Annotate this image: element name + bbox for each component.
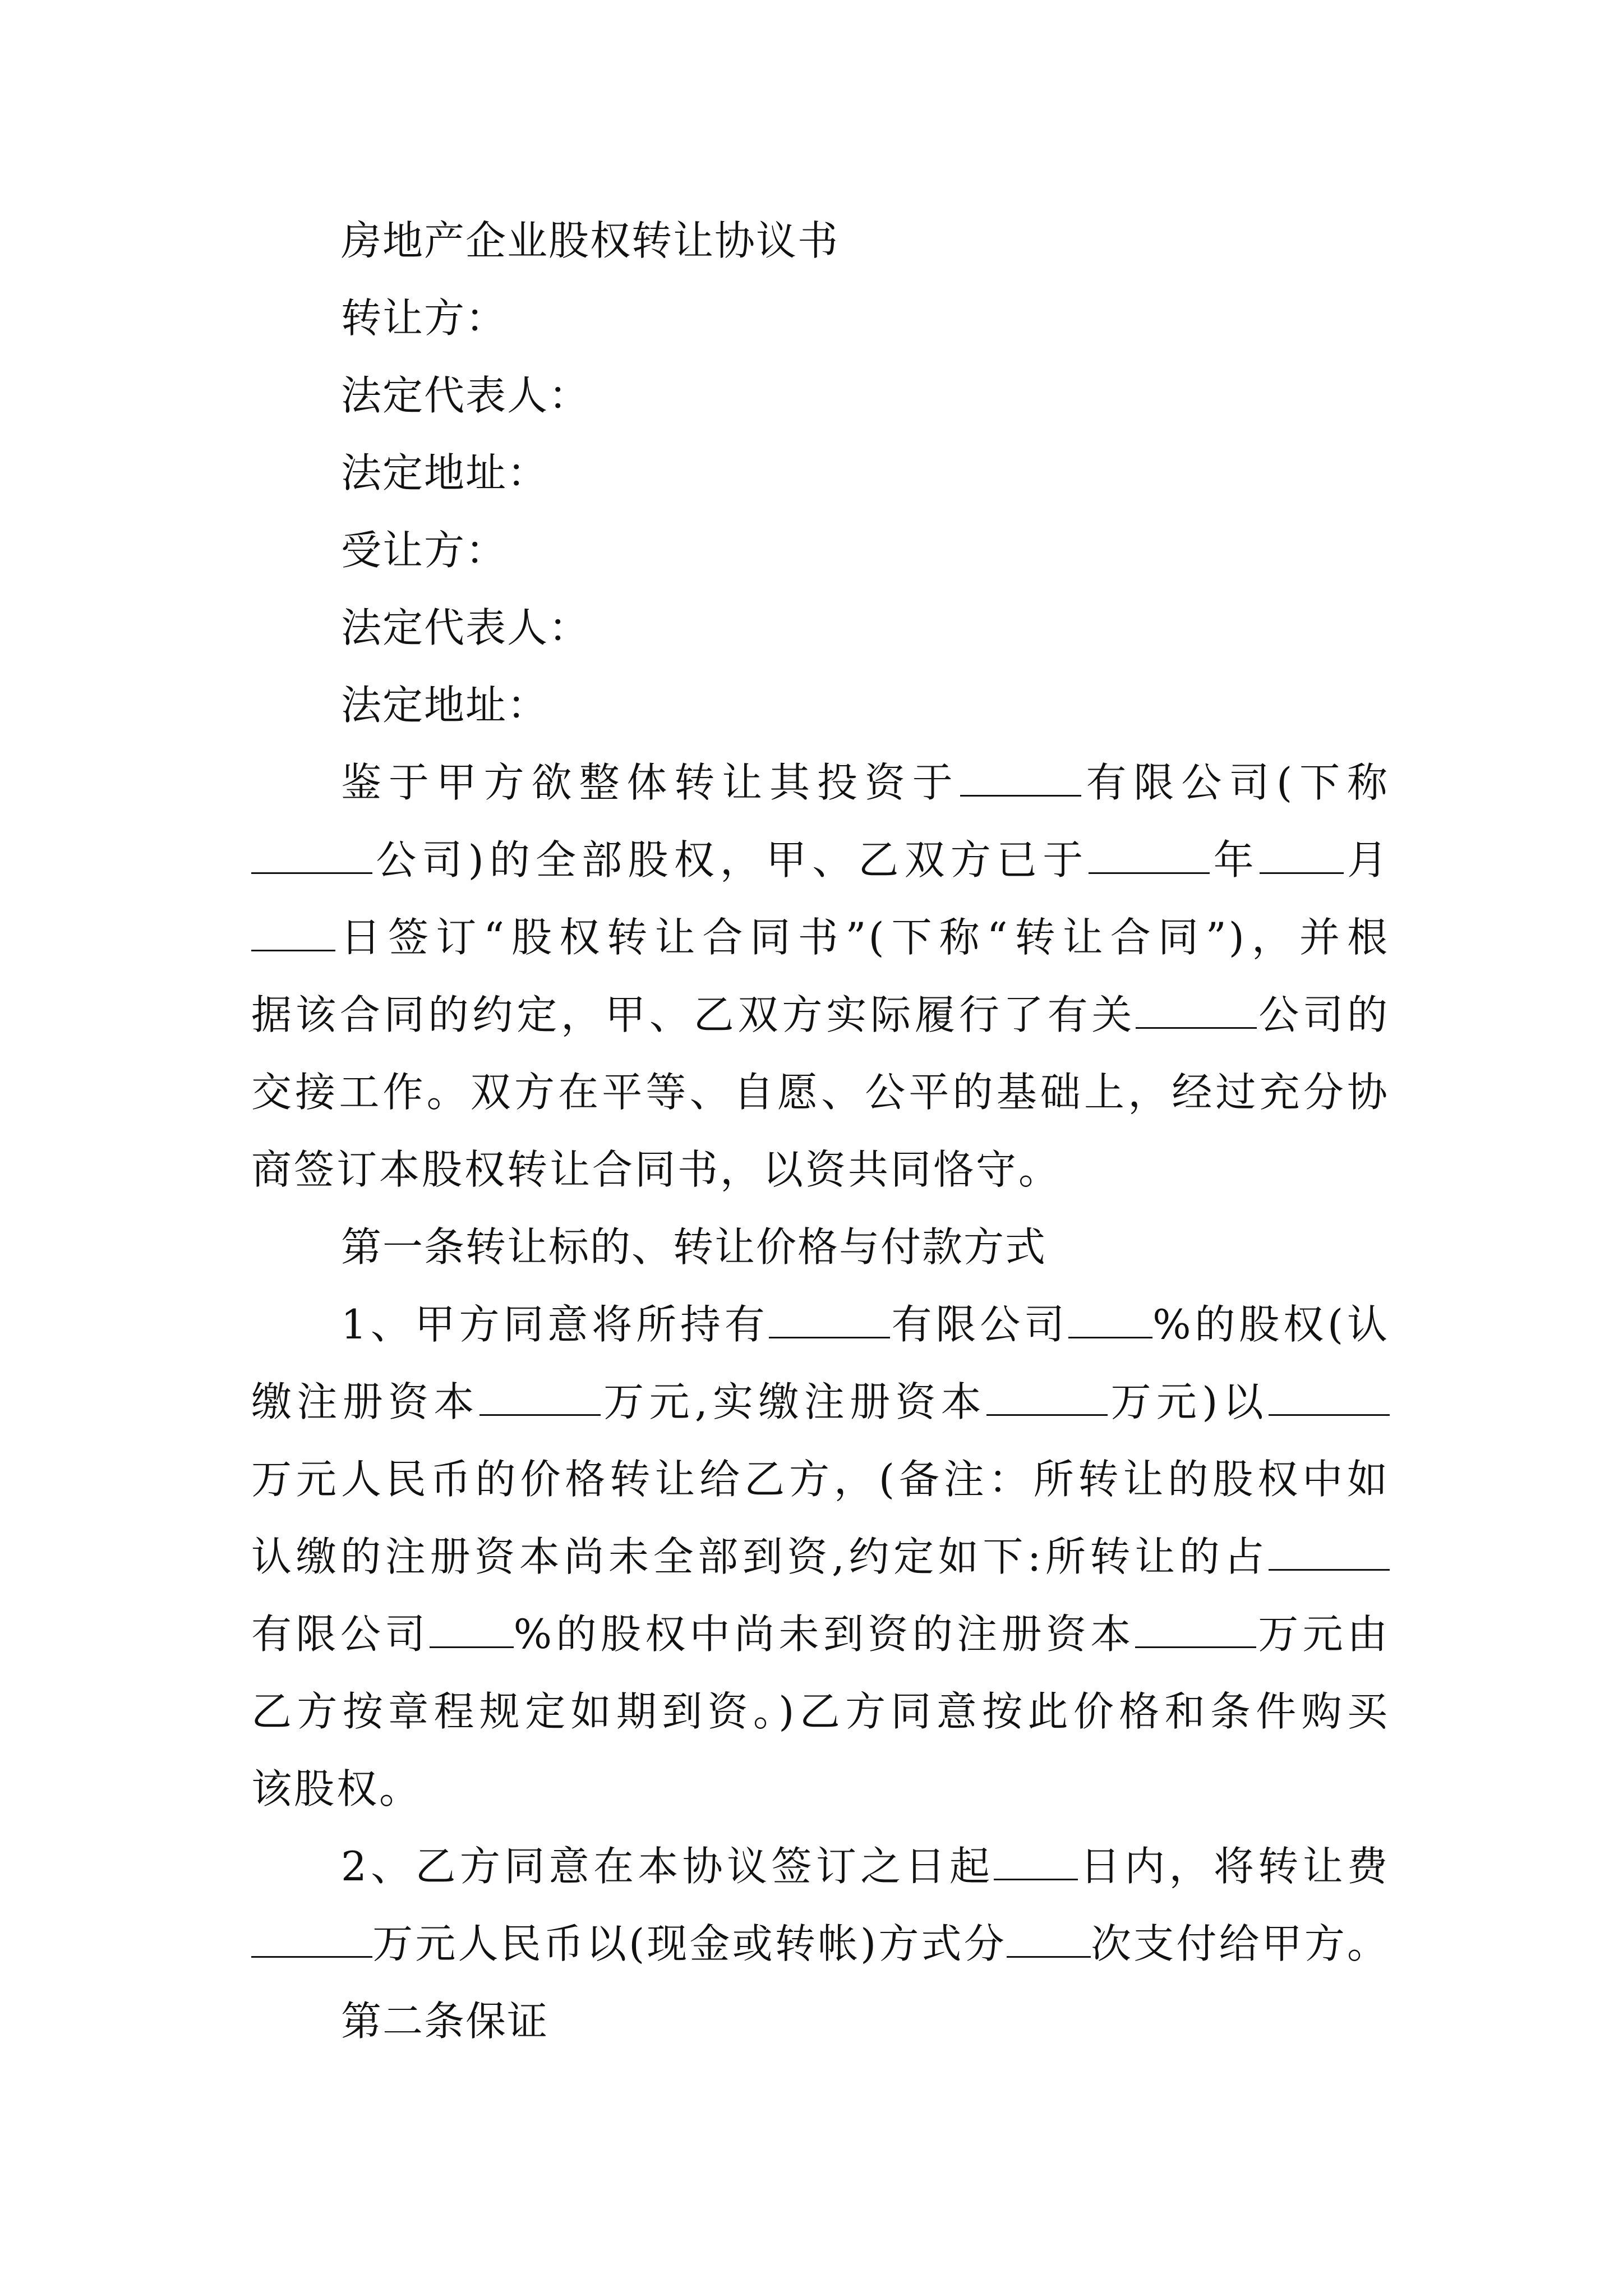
fill-blank: [251, 1922, 372, 1958]
fill-blank: [769, 1303, 890, 1338]
preamble-line: 鉴于甲方欲整体转让其投资于 有限公司(下称: [341, 759, 1390, 806]
fill-blank: [1068, 1303, 1152, 1338]
fill-blank: [1007, 1922, 1091, 1958]
transferee-address-field: 法定地址：: [341, 682, 549, 729]
fill-blank: [1136, 993, 1257, 1029]
fill-blank: [430, 1613, 514, 1648]
preamble-line: 交接工作。双方在平等、自愿、公平的基础上，经过充分协: [251, 1069, 1390, 1116]
clause-1-line: 缴注册资本 万元,实缴注册资本 万元)以: [251, 1363, 1390, 1441]
fill-blank: [1089, 839, 1210, 874]
clause-2-line: 2、乙方同意在本协议签订之日起 日内，将转让费: [341, 1843, 1390, 1890]
transferor-field: 转让方：: [341, 295, 508, 342]
clause-1-line: 该股权。: [251, 1765, 422, 1812]
preamble-line: 日签订“股权转让合同书”(下称“转让合同”)，并根: [251, 899, 1390, 976]
clause-1-line: 认缴的注册资本尚未全部到资,约定如下:所转让的占: [251, 1518, 1390, 1595]
transferor-address-field: 法定地址：: [341, 449, 549, 496]
transferee-field: 受让方：: [341, 527, 508, 574]
preamble-line: 据该合同的约定，甲、乙双方实际履行了有关 公司的: [251, 991, 1390, 1038]
fill-blank: [1135, 1613, 1256, 1648]
preamble-line: 商签订本股权转让合同书，以资共同恪守。: [251, 1146, 1062, 1193]
fill-blank: [986, 1381, 1108, 1416]
clause-1-line: 万元人民币的价格转让给乙方，(备注：所转让的股权中如: [251, 1456, 1390, 1503]
clause-2-line: 万元人民币以(现金或转帐)方式分 次支付给甲方。: [251, 1905, 1390, 1982]
fill-blank: [251, 839, 372, 874]
fill-blank: [994, 1845, 1078, 1880]
document-body: [251, 202, 1390, 2060]
clause-1-line: 1、甲方同意将所持有 有限公司 %的股权(认: [341, 1301, 1390, 1348]
fill-blank: [1269, 1381, 1390, 1416]
article-2-heading: 第二条保证: [341, 1998, 549, 2045]
fill-blank: [479, 1381, 601, 1416]
fill-blank: [1260, 839, 1344, 874]
clause-1-line: 有限公司 %的股权中尚未到资的注册资本 万元由: [251, 1611, 1390, 1658]
clause-1-line: 乙方按章程规定如期到资。)乙方同意按此价格和条件购买: [251, 1688, 1390, 1735]
document-title: 房地产企业股权转让协议书: [341, 217, 840, 264]
fill-blank: [251, 916, 335, 951]
transferor-legal-rep-field: 法定代表人：: [341, 372, 591, 419]
transferee-legal-rep-field: 法定代表人：: [341, 604, 591, 651]
fill-blank: [960, 761, 1081, 797]
article-1-heading: 第一条转让标的、转让价格与付款方式: [341, 1223, 1047, 1271]
fill-blank: [1269, 1535, 1390, 1571]
preamble-line: 公司)的全部股权，甲、乙双方已于 年 月: [251, 821, 1390, 899]
